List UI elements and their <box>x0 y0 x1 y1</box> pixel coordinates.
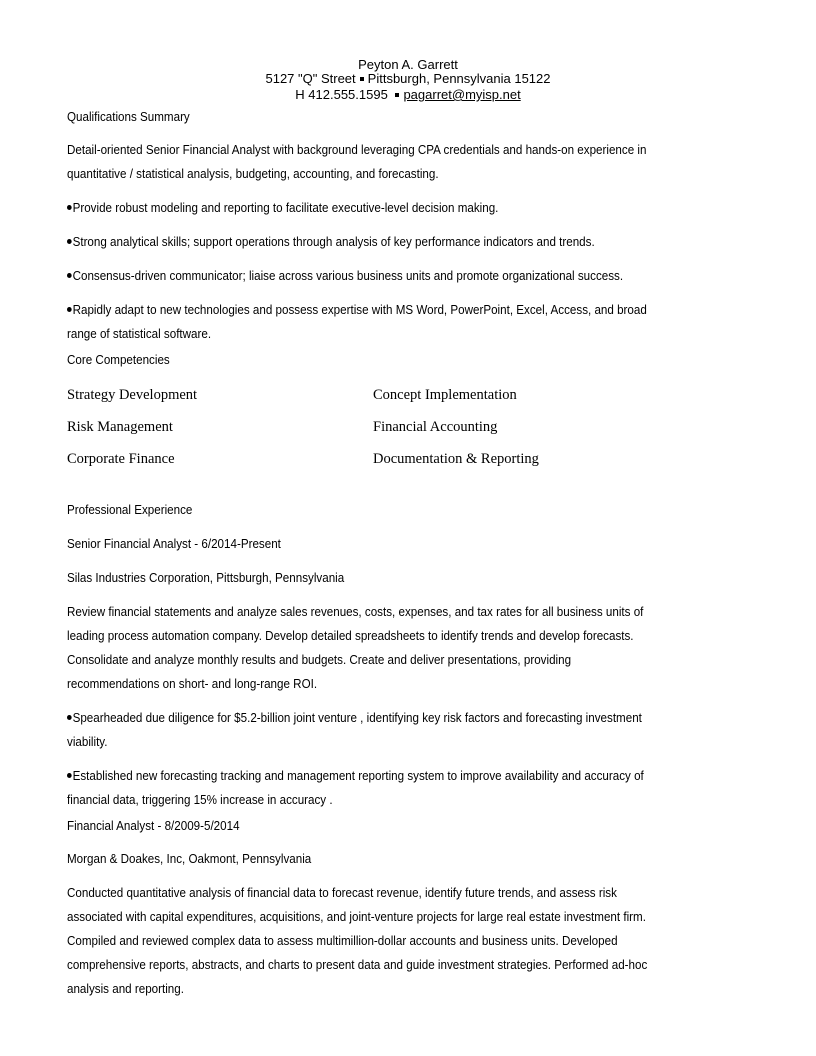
competency-item: Risk Management <box>67 419 173 435</box>
competency-item: Documentation & Reporting <box>373 451 539 467</box>
competency-item: Concept Implementation <box>373 387 517 403</box>
bullet-icon <box>67 307 72 312</box>
qualification-bullet-continued: range of statistical software. <box>67 327 212 341</box>
competency-item: Financial Accounting <box>373 419 498 435</box>
job-description-line: analysis and reporting. <box>67 982 184 996</box>
bullet-text: Spearheaded due diligence for $5.2-billion joint venture , identifying key risk factors and forecasting investment <box>72 711 642 725</box>
competency-item: Corporate Finance <box>67 451 175 467</box>
city: Pittsburgh, Pennsylvania 15122 <box>367 71 551 86</box>
bullet-icon <box>67 239 72 244</box>
bullet-text: Strong analytical skills; support operations through analysis of key performance indicators and trends. <box>72 235 595 249</box>
competency-item: Strategy Development <box>67 387 198 403</box>
bullet-text: Provide robust modeling and reporting to facilitate executive-level decision making. <box>72 201 499 215</box>
section-heading-competencies: Core Competencies <box>67 353 170 367</box>
section-heading-qualifications: Qualifications Summary <box>67 110 190 124</box>
job-company: Morgan & Doakes, Inc, Oakmont, Pennsylvania <box>67 852 312 866</box>
job-description-line: associated with capital expenditures, acquisitions, and joint-venture projects for large real estate investment firm. <box>67 910 646 924</box>
phone: H 412.555.1595 <box>295 87 388 102</box>
achievement-bullet <box>67 710 642 726</box>
job-company: Silas Industries Corporation, Pittsburgh, Pennsylvania <box>67 571 345 585</box>
achievement-bullet-continued: viability. <box>67 735 108 749</box>
job-description-line: Review financial statements and analyze sales revenues, costs, expenses, and tax rates for all business units of <box>67 605 644 619</box>
achievement-bullet <box>67 768 644 784</box>
qualification-bullet <box>67 200 498 216</box>
bullet-icon <box>67 205 72 210</box>
separator-icon <box>395 93 399 97</box>
summary-line: quantitative / statistical analysis, budgeting, accounting, and forecasting. <box>67 167 439 181</box>
job-description-line: Consolidate and analyze monthly results and budgets. Create and deliver presentations, providing <box>67 653 572 667</box>
summary-line: Detail-oriented Senior Financial Analyst with background leveraging CPA credentials and hands-on experience in <box>67 143 647 157</box>
qualification-bullet <box>67 302 647 318</box>
job-description-line: Conducted quantitative analysis of financial data to forecast revenue, identify future trends, and assess risk <box>67 886 617 900</box>
achievement-bullet-continued: financial data, triggering 15% increase in accuracy . <box>67 793 333 807</box>
job-title: Financial Analyst - 8/2009-5/2014 <box>67 819 240 833</box>
qualification-bullet <box>67 268 623 284</box>
candidate-name: Peyton A. Garrett <box>358 57 458 72</box>
bullet-icon <box>67 773 72 778</box>
bullet-icon <box>67 273 72 278</box>
job-description-line: leading process automation company. Develop detailed spreadsheets to identify trends and develop forecasts. <box>67 629 634 643</box>
bullet-text: Rapidly adapt to new technologies and possess expertise with MS Word, PowerPoint, Excel, Access, and broad <box>72 303 647 317</box>
address-line <box>0 71 816 87</box>
section-heading-experience: Professional Experience <box>67 503 193 517</box>
job-title: Senior Financial Analyst - 6/2014-Present <box>67 537 281 551</box>
bullet-text: Established new forecasting tracking and management reporting system to improve availability and accuracy of <box>72 769 644 783</box>
job-description-line: comprehensive reports, abstracts, and charts to present data and guide investment strategies. Performed ad-hoc <box>67 958 648 972</box>
qualification-bullet <box>67 234 595 250</box>
email-link[interactable]: pagarret@myisp.net <box>403 87 521 102</box>
contact-line <box>0 87 816 103</box>
bullet-icon <box>67 715 72 720</box>
separator-icon <box>360 77 364 81</box>
job-description-line: recommendations on short- and long-range ROI. <box>67 677 318 691</box>
job-description-line: Compiled and reviewed complex data to assess multimillion-dollar accounts and business units. Developed <box>67 934 618 948</box>
bullet-text: Consensus-driven communicator; liaise across various business units and promote organizational success. <box>72 269 624 283</box>
street: 5127 "Q" Street <box>265 71 356 86</box>
